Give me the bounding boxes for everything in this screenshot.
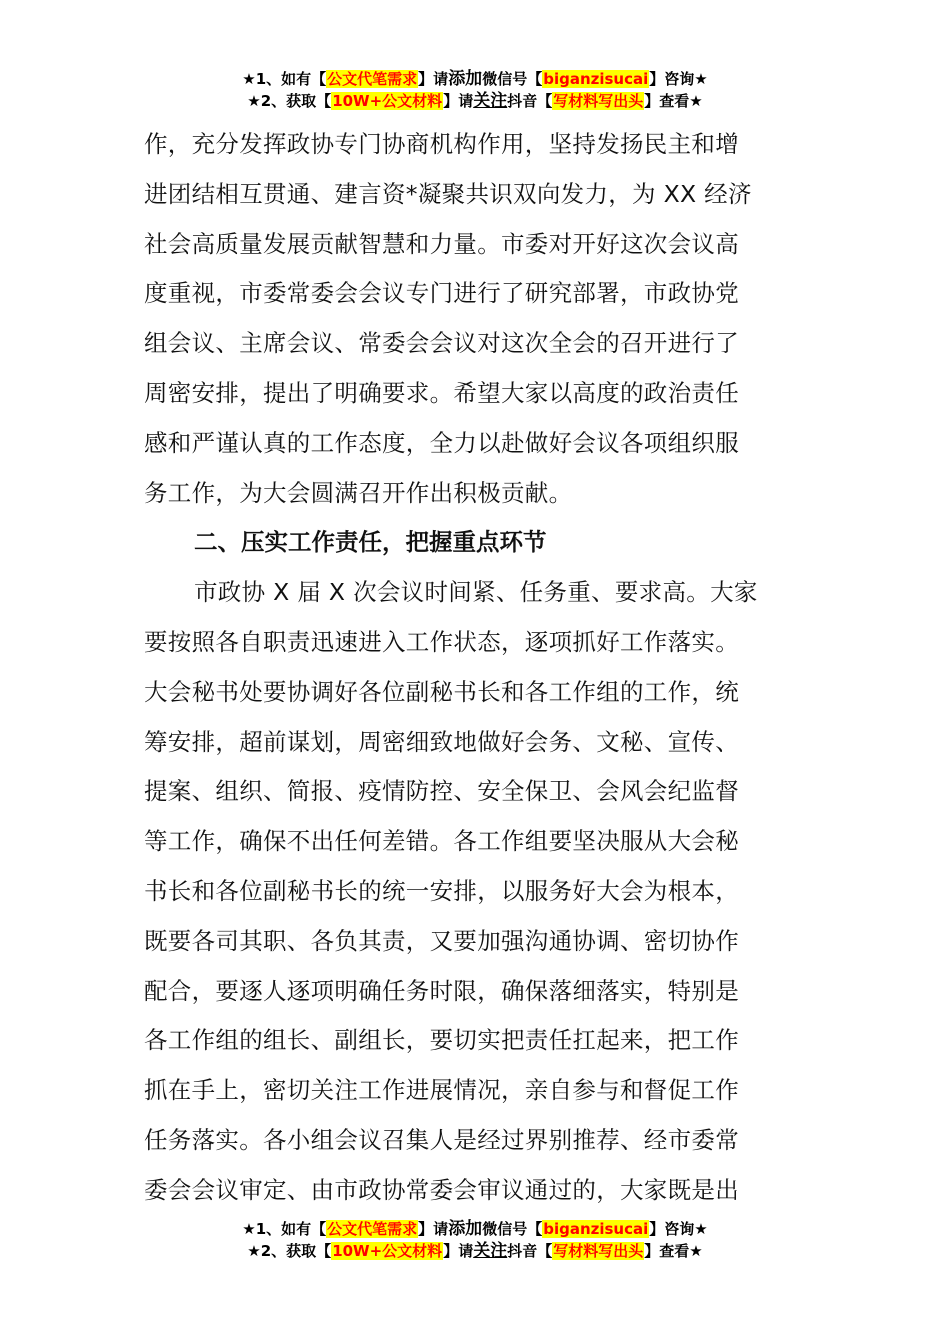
text-line: 委会会议审定、由市政协常委会审议通过的，大家既是出 (144, 1175, 739, 1204)
text-line: 社会高质量发展贡献智慧和力量。市委对开好这次会议高 (144, 229, 739, 258)
text-line: 作，充分发挥政协专门协商机构作用，坚持发扬民主和增 (144, 130, 739, 158)
banner-line-2 (0, 1240, 950, 1262)
footer-banner (0, 1218, 950, 1262)
text-line: 任务落实。各小组会议召集人是经过界别推荐、经市委常 (144, 1125, 739, 1154)
banner-text: ★1、如有【 (242, 70, 327, 88)
banner-text: 微信号【 (482, 1220, 543, 1238)
text-line: 抓在手上，密切关注工作进展情况，亲自参与和督促工作 (144, 1076, 739, 1105)
banner-line-2 (0, 90, 950, 112)
text-line: 周密安排，提出了明确要求。希望大家以高度的政治责任 (144, 378, 739, 407)
text-line: 各工作组的组长、副组长，要切实把责任扛起来，把工作 (144, 1026, 739, 1055)
text-line: 务工作，为大会圆满召开作出积极贡献。 (144, 478, 573, 507)
banner-highlight: 写材料写出头 (553, 92, 644, 110)
text-line: 既要各司其职、各负其责，又要加强沟通协调、密切协作 (144, 926, 739, 955)
banner-highlight: 公文代笔需求 (327, 70, 418, 88)
banner-text: 】咨询★ (649, 70, 708, 88)
banner-text: 微信号【 (482, 70, 543, 88)
document-body (144, 120, 794, 1216)
banner-text: 】请 (443, 1242, 474, 1260)
text-line: 市政协 X 届 X 次会议时间紧、任务重、要求高。大家 (194, 578, 758, 607)
banner-line-1 (0, 68, 950, 90)
section-heading: 二、压实工作责任，把握重点环节 (194, 528, 547, 557)
text-line: 大会秘书处要协调好各位副秘书长和各工作组的工作，统 (144, 677, 739, 706)
banner-highlight: 公文代笔需求 (327, 1220, 418, 1238)
banner-text: 】请 (443, 92, 474, 110)
banner-text: 抖音【 (507, 92, 553, 110)
banner-text: 】查看★ (644, 92, 703, 110)
text-line: 提案、组织、简报、疫情防控、安全保卫、会风会纪监督 (144, 777, 739, 806)
text-line: 组会议、主席会议、常委会会议对这次全会的召开进行了 (144, 329, 739, 358)
text-line: 书长和各位副秘书长的统一安排，以服务好大会为根本， (144, 876, 739, 905)
banner-text: 】请 (418, 1220, 449, 1238)
banner-text: 抖音【 (507, 1242, 553, 1260)
banner-text: ★1、如有【 (242, 1220, 327, 1238)
banner-highlight: biganzisucai (543, 1220, 649, 1238)
header-banner (0, 68, 950, 112)
text-line: 感和严谨认真的工作态度，全力以赴做好会议各项组织服 (144, 428, 739, 457)
banner-text: 】请 (418, 70, 449, 88)
paragraph-2 (144, 568, 794, 1215)
text-line: 等工作，确保不出任何差错。各工作组要坚决服从大会秘 (144, 827, 739, 856)
paragraph-1 (144, 120, 794, 518)
text-line: 进团结相互贯通、建言资*凝聚共识双向发力，为 XX 经济 (144, 179, 752, 208)
banner-text: ★2、获取【 (247, 1242, 332, 1260)
banner-text: ★2、获取【 (247, 92, 332, 110)
banner-highlight: 10W+公文材料 (332, 1242, 443, 1260)
banner-highlight: biganzisucai (543, 70, 649, 88)
text-line: 配合，要逐人逐项明确任务时限，确保落细落实，特别是 (144, 976, 739, 1005)
banner-emphasis: 添加 (448, 1219, 483, 1239)
banner-text: 】查看★ (644, 1242, 703, 1260)
banner-emphasis: 关注 (473, 91, 508, 111)
banner-highlight: 10W+公文材料 (332, 92, 443, 110)
banner-emphasis: 添加 (448, 69, 483, 89)
banner-emphasis: 关注 (473, 1241, 508, 1261)
banner-text: 】咨询★ (649, 1220, 708, 1238)
text-line: 要按照各自职责迅速进入工作状态，逐项抓好工作落实。 (144, 627, 739, 656)
banner-line-1 (0, 1218, 950, 1240)
text-line: 度重视，市委常委会会议专门进行了研究部署，市政协党 (144, 279, 739, 308)
text-line: 筹安排，超前谋划，周密细致地做好会务、文秘、宣传、 (144, 727, 739, 756)
banner-highlight: 写材料写出头 (553, 1242, 644, 1260)
